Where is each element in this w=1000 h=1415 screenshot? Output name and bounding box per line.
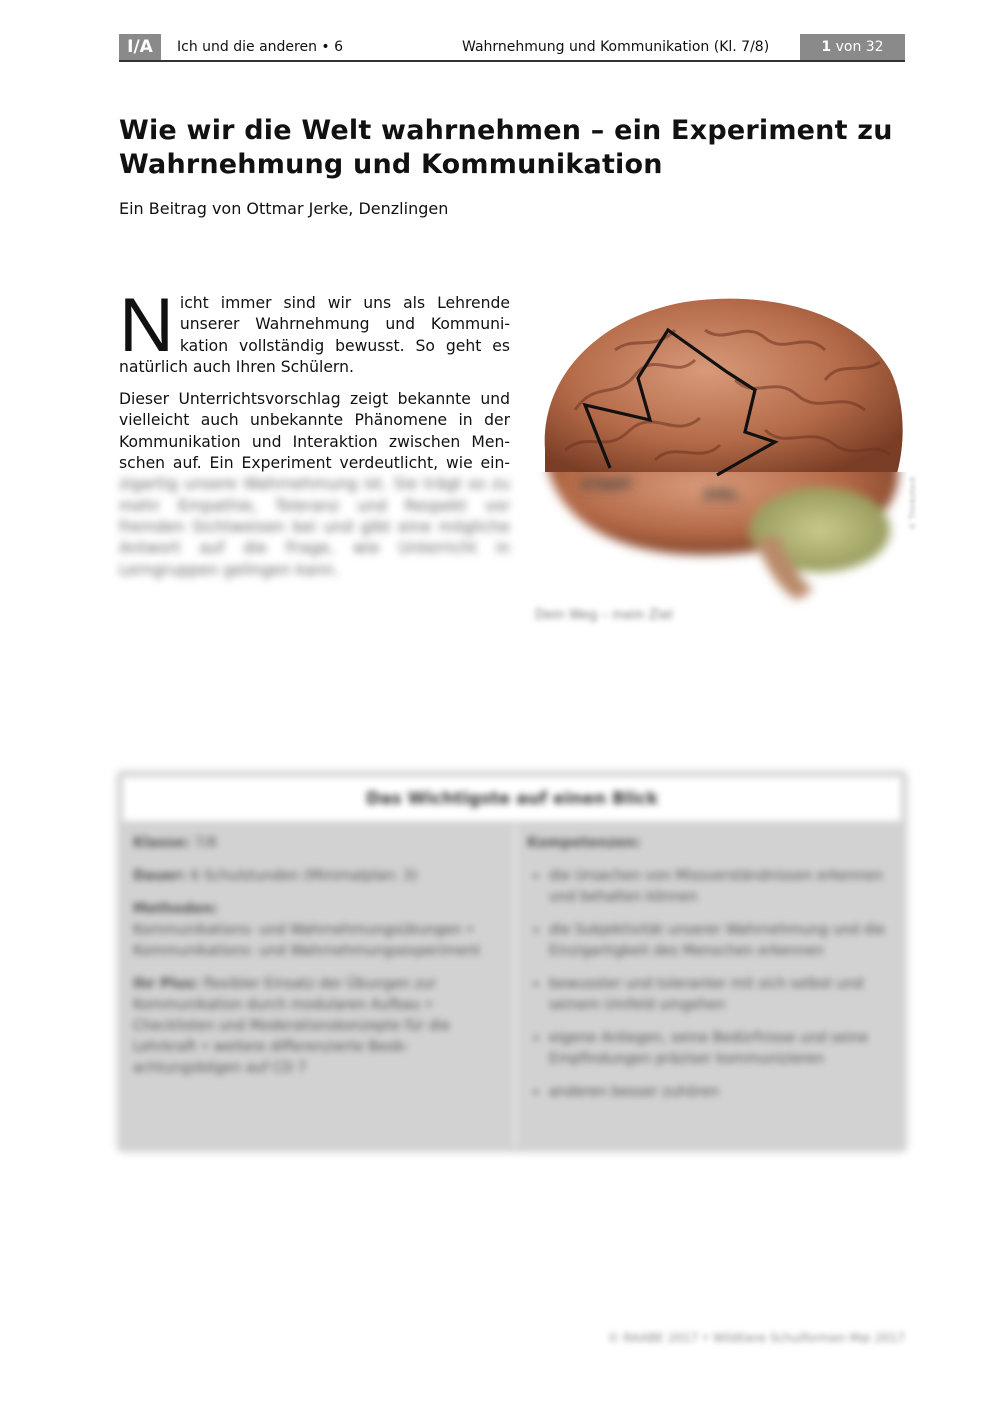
intro-paragraph-2-visible: Dieser Unterrichtsvorschlag zeigt bekannte und vielleicht auch unbekannte Phänomene in der Kommunikation und Interaktion zwischen Menschen auf. Ein Experiment verdeutlicht, wie ein: [119, 390, 510, 473]
brain-cortex-top: [545, 299, 903, 480]
intro-paragraph-1-text: icht immer sind wir uns als Lehrende unserer Wahrnehmung und Kommunikation vollständig bewusst. So geht es natürlich auch Ihren Schülern.: [119, 294, 510, 376]
methoden-row: [133, 899, 493, 962]
list-item: • bewusster und toleranter mit sich selbst und seinem Umfeld umgehen: [549, 974, 892, 1016]
brain-illustration: [535, 290, 907, 630]
page-footer: © RAABE 2017 • Wildtiere Schulformen Mai 2017: [607, 1331, 905, 1345]
dauer-label: Dauer:: [133, 868, 187, 884]
intro-paragraph-2-blurred: zigartig unsere Wahrnehmung ist. Sie trägt so zu mehr Empathie, Toleranz und Respekt vor fremden Sichtweisen bei und gibt eine mögliche Antwort auf die Frage, wie Unterricht in Lerngruppen gelingen kann.: [119, 475, 510, 579]
brain-figure: [535, 290, 907, 630]
plus-value: flexibler Einsatz der Übungen zur Kommunikation durch modularen Aufbau • Checklisten und Moderationskonzepte für die Lehrkraft • weitere differenzierte Beobachtungsbögen auf CD 7: [133, 976, 451, 1076]
column-divider: [514, 825, 516, 1146]
drop-cap: N: [119, 283, 174, 368]
kompetenzen-list: [527, 866, 892, 1103]
label-ziel: ZIEL: [703, 486, 740, 504]
intro-paragraph-2: [119, 389, 510, 581]
page-number: 1: [821, 39, 832, 55]
klasse-row: [133, 833, 493, 854]
figure-caption: Dein Weg – mein Ziel: [535, 608, 673, 623]
dauer-row: [133, 866, 493, 887]
list-item: • eigene Anliegen, seine Bedürfnisse und seine Empfindungen präziser kommunizieren: [549, 1028, 892, 1070]
overview-box: [119, 773, 905, 1150]
dauer-value: 6 Schulstunden (Minimalplan: 3): [186, 868, 418, 884]
klasse-value: 7/8: [189, 835, 217, 851]
document-title: Wie wir die Welt wahrnehmen – ein Experiment zu Wahrnehmung und Kommunikation: [119, 115, 893, 180]
page-header: [119, 34, 905, 62]
kompetenzen-row: [527, 833, 892, 854]
label-start: START: [580, 476, 633, 494]
section-badge: I/A: [119, 34, 161, 60]
list-item: • anderen besser zuhören: [549, 1082, 892, 1103]
list-item: • die Subjektivität unserer Wahrnehmung und die Einzigartigkeit des Menschen erkennen: [549, 920, 892, 962]
plus-row: [133, 974, 493, 1079]
list-item: • die Ursachen von Missverständnissen erkennen und behalten können: [549, 866, 892, 908]
kompetenzen-label: Kompetenzen:: [527, 835, 641, 851]
author-byline: Ein Beitrag von Ottmar Jerke, Denzlingen: [119, 199, 449, 218]
intro-paragraph-1: [119, 283, 510, 378]
methoden-label: Methoden:: [133, 901, 218, 917]
page-total: von 32: [831, 39, 884, 55]
methoden-value: Kommunikations- und Wahrnehmungsübungen • Kommunikations- und Wahrnehmungsexperiment: [133, 922, 481, 959]
section-label: Ich und die anderen • 6: [177, 39, 344, 55]
klasse-label: Klasse:: [133, 835, 190, 851]
intro-text: [119, 283, 510, 592]
overview-left-column: [133, 833, 493, 1091]
topic-label: Wahrnehmung und Kommunikation (Kl. 7/8): [462, 39, 770, 55]
page-indicator: [800, 34, 905, 60]
plus-label: Ihr Plus:: [133, 976, 199, 992]
overview-right-column: [527, 833, 892, 1115]
overview-heading: Das Wichtigste auf einen Blick: [123, 777, 901, 821]
figure-credit: © Thinkstock: [908, 476, 917, 530]
